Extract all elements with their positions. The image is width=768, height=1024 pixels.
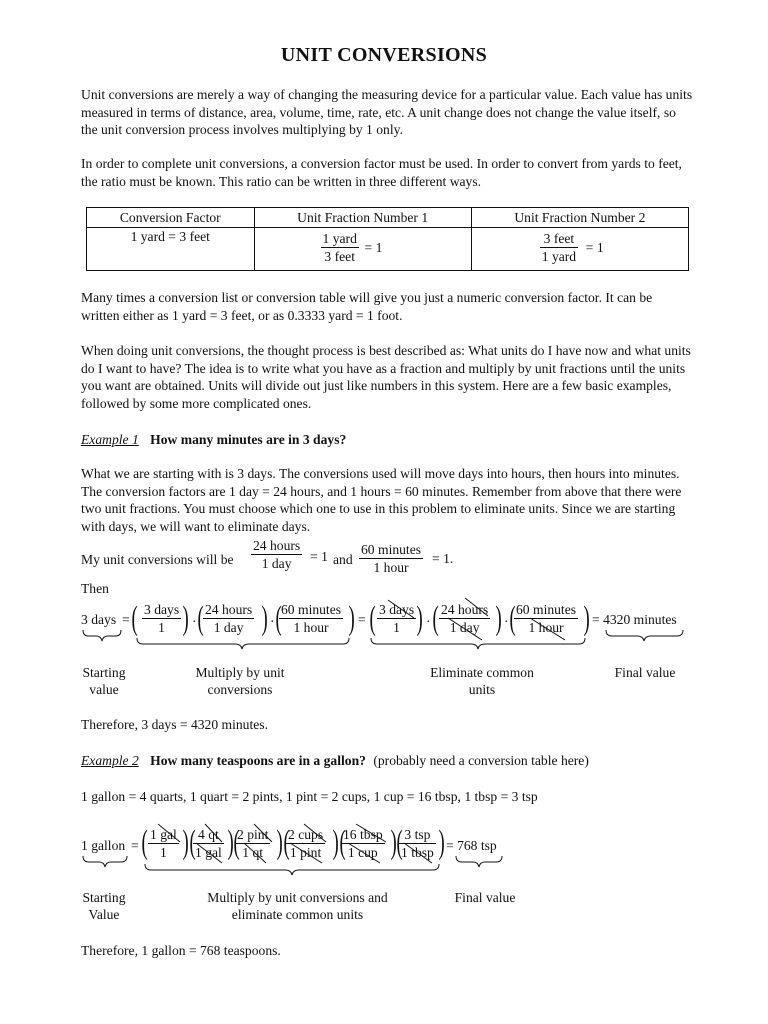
right-paren: ) (438, 824, 445, 861)
equals-one-period: = 1. (432, 551, 454, 566)
final-value: = 4320 minutes (592, 612, 677, 627)
multiply-dot: · (270, 614, 275, 629)
fraction-numerator: 16 tbsp (343, 827, 383, 842)
example1-explanation: What we are starting with is 3 days. The conversions used will move days into hours, then hours into minutes. The conversion factors are 1 day = 24 hours, and 1 hours = 60 minutes. Remember from above that there were two unit fractions. You must choose which one to use in this problem to eliminate units. Since we are starting with days, we will want to eliminate days. (81, 466, 682, 534)
fraction-denominator: 1 hour (373, 560, 409, 575)
left-paren: ( (509, 600, 516, 637)
cancel-qt-top (205, 824, 222, 842)
left-paren: ( (369, 600, 376, 637)
equals-one: = 1 (585, 240, 604, 255)
fraction-denominator: 1 qt (242, 845, 264, 860)
fraction-numerator: 60 minutes (516, 602, 577, 617)
table-header: Unit Fraction Number 1 (254, 208, 471, 228)
caption-multiply: Multiply by unit conversions (195, 665, 285, 697)
fraction-numerator: 60 minutes (281, 602, 342, 617)
right-paren: ) (227, 824, 234, 861)
left-paren: ( (189, 824, 196, 861)
fraction-numerator: 3 days (144, 602, 180, 617)
fraction-denominator: 3 feet (324, 249, 355, 264)
fraction-numerator: 1 yard (322, 231, 357, 246)
fraction-denominator: 1 yard (541, 249, 577, 264)
starting-value: 1 gallon (81, 838, 126, 853)
fraction-denominator: 1 (393, 620, 400, 635)
fraction-denominator: 1 (160, 845, 167, 860)
fraction-denominator: 1 day (261, 556, 292, 571)
left-paren: ( (141, 824, 148, 861)
underbraces (83, 630, 683, 875)
caption-multiply: Multiply by unit conversions and eliminate common units (207, 890, 388, 922)
brace-start-1 (83, 630, 121, 641)
right-paren: ) (390, 824, 397, 861)
fraction-denominator: 1 tbsp (401, 845, 434, 860)
cancel-days (388, 600, 414, 618)
right-paren: ) (348, 600, 355, 637)
example1-conclusion: Therefore, 3 days = 4320 minutes. (81, 717, 268, 732)
brace-start-2 (83, 856, 127, 867)
cancel-pint-top (254, 824, 272, 842)
brace-multiply-2 (145, 864, 439, 875)
cancel-qt-bottom (244, 843, 266, 863)
and-word: and (333, 552, 353, 567)
brace-eliminate-1 (371, 638, 585, 649)
fraction-denominator: 1 day (449, 620, 480, 635)
fraction-numerator: 4 qt (193, 826, 224, 844)
equals-sign: = (131, 838, 139, 853)
caption-eliminate: Eliminate common units (430, 665, 534, 697)
fraction-denominator: 1 day (213, 620, 244, 635)
right-paren: ) (182, 824, 189, 861)
example-question: How many teaspoons are in a gallon? (150, 753, 366, 768)
caption-starting-value: Starting Value (82, 890, 126, 922)
process-paragraph: When doing unit conversions, the thought process is best described as: What units do I have now and what units do I want to have? The idea is to write what you have as a fraction and multiply by unit fractions until the units you want are obtained. Units will divide out just like numbers in this system. Here are a few basic examples, followed by some more complicated ones. (81, 343, 691, 411)
fraction-denominator: 1 gal (195, 845, 222, 860)
equals-sign: = (358, 612, 366, 627)
right-paren: ) (261, 600, 268, 637)
example-label: Example 2 (81, 753, 139, 768)
table-header: Unit Fraction Number 2 (471, 208, 688, 228)
cancel-pint-bottom (290, 843, 322, 863)
example-note: (probably need a conversion table here) (373, 753, 589, 768)
cancel-tbsp-top (356, 824, 386, 842)
conversions-prefix: My unit conversions will be (81, 552, 234, 567)
brace-final-2 (456, 856, 502, 867)
caption-final-value: Final value (614, 665, 676, 680)
fraction-numerator: 3 feet (540, 230, 578, 248)
left-paren: ( (432, 600, 439, 637)
cancel-strokes (158, 598, 565, 863)
left-paren: ( (233, 824, 240, 861)
brace-final-1 (606, 630, 683, 641)
equals-one: = 1 (364, 240, 383, 255)
starting-value: 3 days (81, 612, 117, 627)
multiply-dot: · (504, 614, 509, 629)
fraction-numerator: 3 days (379, 602, 415, 617)
equals-one: = 1 (310, 549, 328, 564)
left-paren: ( (396, 824, 403, 861)
brace-multiply-1 (137, 638, 349, 649)
fraction-denominator: 1 hour (293, 620, 329, 635)
caption-starting-value: Starting value (82, 665, 126, 697)
fraction-denominator: 1 (158, 620, 165, 635)
list-paragraph: Many times a conversion list or conversion table will give you just a numeric conversion factor. It can be written either as 1 yard = 3 feet, or as 0.3333 yard = 1 foot. (81, 290, 653, 323)
page-title: UNIT CONVERSIONS (280, 44, 488, 66)
factor-paragraph: In order to complete unit conversions, a conversion factor must be used. In order to convert from yards to feet, the ratio must be known. This ratio can be written in three different ways. (81, 156, 682, 189)
fraction-numerator: 60 minutes (361, 542, 422, 557)
fraction-numerator: 1 gal (150, 827, 177, 842)
right-paren: ) (276, 824, 283, 861)
fraction-numerator: 24 hours (441, 602, 489, 617)
factor-text: 1 yard = 3 feet (130, 229, 210, 244)
left-paren: ( (339, 824, 346, 861)
fraction-numerator: 2 cups (288, 827, 324, 842)
left-paren: ( (283, 824, 290, 861)
example2-conclusion: Therefore, 1 gallon = 768 teaspoons. (81, 943, 281, 958)
right-paren: ) (332, 824, 339, 861)
cancel-hours (465, 598, 488, 616)
final-value: = 768 tsp (446, 838, 497, 853)
cancel-cup-bottom (348, 843, 380, 863)
fraction-numerator: 24 hours (205, 602, 253, 617)
then-word: Then (81, 581, 109, 596)
cancel-gal-top (158, 824, 180, 842)
equals-sign: = (122, 612, 130, 627)
fraction-numerator: 2 pint (237, 827, 269, 842)
cancel-cups-top (304, 824, 326, 842)
caption-final-value: Final value (454, 890, 516, 905)
intro-paragraph: Unit conversions are merely a way of changing the measuring device for a particular value. Each value has units measured in terms of distance, area, volume, time, rate, etc. A unit change does not change the value itself, so the unit conversion process involves multiplying by 1 only. (81, 87, 693, 137)
fraction-denominator: 1 hour (528, 620, 564, 635)
example-question: How many minutes are in 3 days? (150, 432, 347, 447)
left-paren: ( (131, 600, 138, 637)
cancel-day (448, 618, 482, 640)
left-paren: ( (197, 600, 204, 637)
right-paren: ) (182, 600, 189, 637)
conversion-table-line: 1 gallon = 4 quarts, 1 quart = 2 pints, 1 pint = 2 cups, 1 cup = 16 tbsp, 1 tbsp = 3 tsp (81, 789, 538, 804)
fraction-numerator: 24 hours (253, 538, 301, 553)
cancel-tbsp-bottom (404, 843, 432, 863)
cancel-hour (530, 618, 565, 640)
table-header: Conversion Factor (87, 208, 255, 228)
fraction-denominator: 1 cup (347, 845, 378, 860)
right-paren: ) (583, 600, 590, 637)
example-label: Example 1 (81, 432, 139, 447)
multiply-dot: · (426, 614, 431, 629)
right-paren: ) (416, 600, 423, 637)
right-paren: ) (495, 600, 502, 637)
left-paren: ( (275, 600, 282, 637)
fraction-denominator: 1 pint (289, 845, 322, 860)
multiply-dot: · (192, 614, 197, 629)
cancel-gal-bottom (196, 843, 222, 863)
fraction-numerator: 3 tsp (399, 826, 436, 844)
